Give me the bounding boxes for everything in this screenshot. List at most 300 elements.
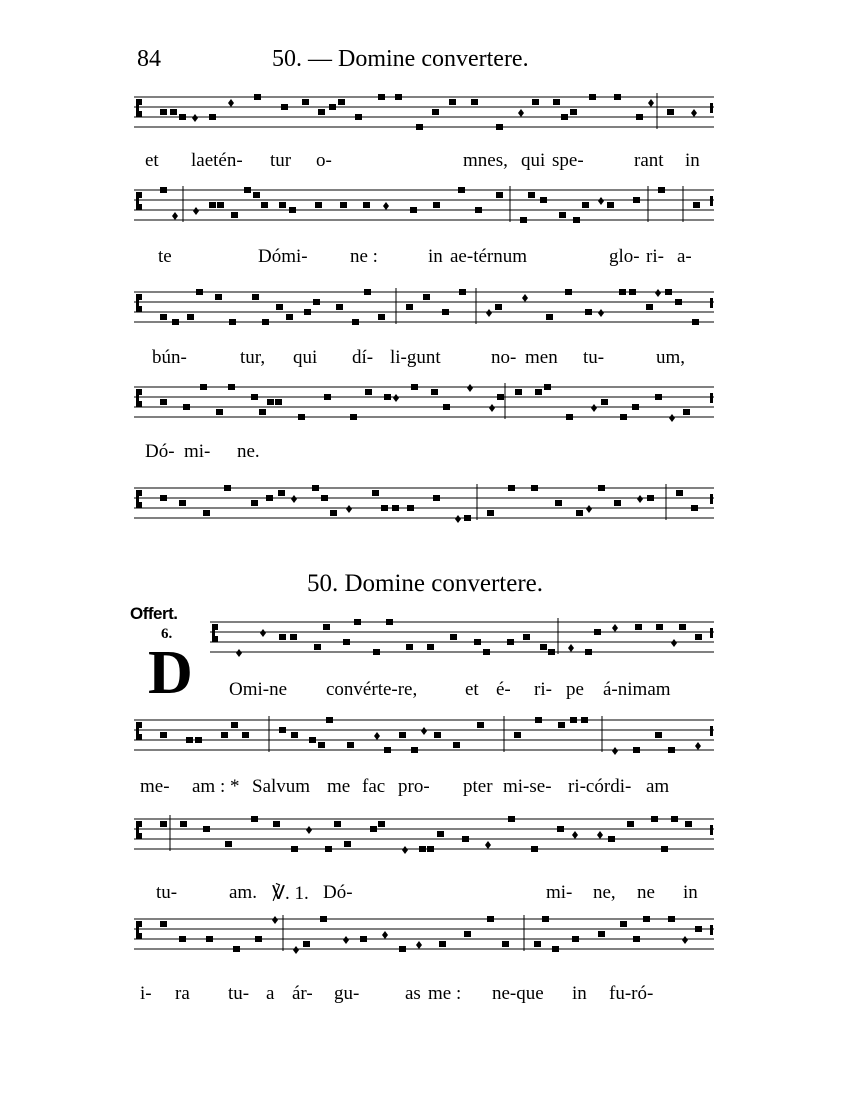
lyric: Omi-ne (229, 679, 288, 700)
square-neume-icon (497, 394, 504, 400)
lyric: tu- (228, 983, 250, 1004)
square-neume-icon (384, 747, 391, 753)
lyric: ri- (534, 679, 552, 700)
rhombus-neume-icon (486, 309, 492, 317)
square-neume-icon (179, 936, 186, 942)
square-neume-icon (608, 836, 615, 842)
staff-8 (134, 817, 714, 847)
square-neume-icon (651, 816, 658, 822)
staff-lines (210, 620, 714, 660)
lyric: te (158, 246, 172, 267)
lyric: gu- (334, 983, 360, 1004)
square-neume-icon (229, 319, 236, 325)
rhombus-neume-icon (402, 846, 408, 854)
square-neume-icon (170, 109, 177, 115)
square-neume-icon (667, 109, 674, 115)
square-neume-icon (507, 639, 514, 645)
square-neume-icon (496, 124, 503, 130)
square-neume-icon (643, 916, 650, 922)
square-neume-icon (656, 624, 663, 630)
square-neume-icon (607, 202, 614, 208)
square-neume-icon (217, 202, 224, 208)
staff-1 (134, 95, 714, 125)
square-neume-icon (160, 495, 167, 501)
square-neume-icon (647, 495, 654, 501)
page-number: 84 (137, 46, 161, 72)
rhombus-neume-icon (193, 207, 199, 215)
square-neume-icon (291, 732, 298, 738)
square-neume-icon (231, 722, 238, 728)
lyric: no- (491, 347, 517, 368)
rhombus-neume-icon (343, 936, 349, 944)
staff-7 (134, 718, 714, 748)
square-neume-icon (676, 490, 683, 496)
square-neume-icon (233, 946, 240, 952)
clef-icon (136, 921, 142, 939)
square-neume-icon (633, 747, 640, 753)
square-neume-icon (291, 846, 298, 852)
lyric: qui (521, 150, 546, 171)
square-neume-icon (279, 634, 286, 640)
square-neume-icon (244, 187, 251, 193)
lyric: ra (175, 983, 190, 1004)
square-neume-icon (427, 846, 434, 852)
square-neume-icon (275, 399, 282, 405)
square-neume-icon (520, 217, 527, 223)
square-neume-icon (304, 309, 311, 315)
square-neume-icon (594, 629, 601, 635)
square-neume-icon (675, 299, 682, 305)
lyric: fu-ró- (609, 983, 654, 1004)
rhombus-neume-icon (597, 831, 603, 839)
square-neume-icon (514, 732, 521, 738)
clef-icon (136, 821, 142, 839)
lyric: ne. (237, 441, 260, 462)
square-neume-icon (433, 495, 440, 501)
lyric: pro- (398, 776, 430, 797)
square-neume-icon (464, 515, 471, 521)
square-neume-icon (439, 941, 446, 947)
square-neume-icon (254, 94, 261, 100)
square-neume-icon (483, 649, 490, 655)
rhombus-neume-icon (260, 629, 266, 637)
custos-icon (710, 825, 713, 835)
lyric: et (465, 679, 479, 700)
square-neume-icon (355, 114, 362, 120)
square-neume-icon (450, 634, 457, 640)
square-neume-icon (619, 289, 626, 295)
square-neume-icon (614, 94, 621, 100)
square-neume-icon (279, 727, 286, 733)
square-neume-icon (576, 510, 583, 516)
square-neume-icon (406, 304, 413, 310)
rhombus-neume-icon (691, 109, 697, 117)
square-neume-icon (598, 485, 605, 491)
rhombus-neume-icon (598, 197, 604, 205)
square-neume-icon (487, 916, 494, 922)
square-neume-icon (330, 510, 337, 516)
square-neume-icon (459, 289, 466, 295)
square-neume-icon (437, 831, 444, 837)
rhombus-neume-icon (572, 831, 578, 839)
lyric: men (525, 347, 558, 368)
staff-lines (134, 917, 714, 957)
rhombus-neume-icon (489, 404, 495, 412)
square-neume-icon (302, 99, 309, 105)
square-neume-icon (633, 197, 640, 203)
square-neume-icon (671, 816, 678, 822)
clef-icon (136, 389, 142, 407)
rhombus-neume-icon (236, 649, 242, 657)
square-neume-icon (343, 639, 350, 645)
square-neume-icon (458, 187, 465, 193)
clef-icon (136, 192, 142, 210)
square-neume-icon (344, 841, 351, 847)
square-neume-icon (309, 737, 316, 743)
square-neume-icon (160, 109, 167, 115)
square-neume-icon (160, 732, 167, 738)
square-neume-icon (225, 841, 232, 847)
square-neume-icon (523, 634, 530, 640)
lyric: Dó- (323, 882, 353, 903)
square-neume-icon (203, 510, 210, 516)
square-neume-icon (407, 505, 414, 511)
square-neume-icon (315, 202, 322, 208)
square-neume-icon (558, 722, 565, 728)
square-neume-icon (540, 197, 547, 203)
square-neume-icon (434, 732, 441, 738)
square-neume-icon (487, 510, 494, 516)
square-neume-icon (620, 921, 627, 927)
square-neume-icon (179, 500, 186, 506)
square-neume-icon (303, 941, 310, 947)
lyric: tur, (240, 347, 266, 368)
square-neume-icon (289, 207, 296, 213)
square-neume-icon (427, 644, 434, 650)
rhombus-neume-icon (695, 742, 701, 750)
square-neume-icon (160, 314, 167, 320)
square-neume-icon (668, 747, 675, 753)
lyric: in (428, 246, 443, 267)
running-title: 50. — Domine convertere. (272, 46, 529, 72)
square-neume-icon (627, 821, 634, 827)
square-neume-icon (365, 389, 372, 395)
square-neume-icon (267, 399, 274, 405)
square-neume-icon (683, 409, 690, 415)
square-neume-icon (692, 319, 699, 325)
lyric: ri-córdi- (568, 776, 632, 797)
rhombus-neume-icon (172, 212, 178, 220)
square-neume-icon (515, 389, 522, 395)
rhombus-neume-icon (682, 936, 688, 944)
rhombus-neume-icon (485, 841, 491, 849)
lyric: me (327, 776, 351, 797)
rhombus-neume-icon (591, 404, 597, 412)
square-neume-icon (251, 816, 258, 822)
rhombus-neume-icon (612, 747, 618, 755)
rhombus-neume-icon (421, 727, 427, 735)
square-neume-icon (553, 99, 560, 105)
lyric: glo- (609, 246, 640, 267)
square-neume-icon (585, 309, 592, 315)
staff-9 (134, 917, 714, 947)
square-neume-icon (449, 99, 456, 105)
square-neume-icon (531, 485, 538, 491)
lyric: bún- (152, 347, 187, 368)
square-neume-icon (378, 314, 385, 320)
square-neume-icon (251, 394, 258, 400)
square-neume-icon (160, 399, 167, 405)
square-neume-icon (183, 404, 190, 410)
lyric: tu- (583, 347, 605, 368)
lyric: rant (634, 150, 664, 171)
square-neume-icon (323, 624, 330, 630)
staff-6 (210, 620, 714, 650)
square-neume-icon (364, 289, 371, 295)
rhombus-neume-icon (648, 99, 654, 107)
square-neume-icon (416, 124, 423, 130)
clef-icon (212, 624, 218, 642)
square-neume-icon (620, 414, 627, 420)
square-neume-icon (378, 821, 385, 827)
lyric: et (145, 150, 159, 171)
square-neume-icon (298, 414, 305, 420)
square-neume-icon (326, 717, 333, 723)
lyric: fac (362, 776, 386, 797)
rhombus-neume-icon (228, 99, 234, 107)
rhombus-neume-icon (393, 394, 399, 402)
square-neume-icon (557, 826, 564, 832)
square-neume-icon (334, 821, 341, 827)
square-neume-icon (336, 304, 343, 310)
square-neume-icon (496, 192, 503, 198)
square-neume-icon (399, 946, 406, 952)
rhombus-neume-icon (382, 931, 388, 939)
square-neume-icon (540, 644, 547, 650)
square-neume-icon (261, 202, 268, 208)
square-neume-icon (216, 409, 223, 415)
staff-lines (134, 95, 714, 135)
square-neume-icon (406, 644, 413, 650)
square-neume-icon (535, 717, 542, 723)
square-neume-icon (200, 384, 207, 390)
square-neume-icon (279, 202, 286, 208)
square-neume-icon (658, 187, 665, 193)
square-neume-icon (629, 289, 636, 295)
square-neume-icon (559, 212, 566, 218)
lyric: Dó- (145, 441, 175, 462)
square-neume-icon (324, 394, 331, 400)
square-neume-icon (206, 936, 213, 942)
square-neume-icon (585, 649, 592, 655)
rhombus-neume-icon (383, 202, 389, 210)
lyric: me : (428, 983, 462, 1004)
square-neume-icon (431, 389, 438, 395)
square-neume-icon (433, 202, 440, 208)
square-neume-icon (262, 319, 269, 325)
lyric: convérte-re, (326, 679, 418, 700)
square-neume-icon (160, 821, 167, 827)
square-neume-icon (614, 500, 621, 506)
square-neume-icon (186, 737, 193, 743)
rhombus-neume-icon (416, 941, 422, 949)
square-neume-icon (370, 826, 377, 832)
square-neume-icon (224, 485, 231, 491)
rhombus-neume-icon (655, 289, 661, 297)
square-neume-icon (231, 212, 238, 218)
lyric: mi- (546, 882, 573, 903)
square-neume-icon (187, 314, 194, 320)
square-neume-icon (411, 747, 418, 753)
square-neume-icon (475, 207, 482, 213)
staff-5 (134, 486, 714, 516)
square-neume-icon (462, 836, 469, 842)
square-neume-icon (318, 742, 325, 748)
square-neume-icon (661, 846, 668, 852)
lyric: in (685, 150, 700, 171)
square-neume-icon (570, 109, 577, 115)
rhombus-neume-icon (467, 384, 473, 392)
square-neume-icon (252, 294, 259, 300)
lyric: in (683, 882, 698, 903)
staff-lines (134, 718, 714, 758)
square-neume-icon (373, 649, 380, 655)
square-neume-icon (242, 732, 249, 738)
square-neume-icon (582, 202, 589, 208)
square-neume-icon (542, 916, 549, 922)
staff-lines (134, 385, 714, 425)
square-neume-icon (325, 846, 332, 852)
staff-lines (134, 817, 714, 857)
square-neume-icon (502, 941, 509, 947)
square-neume-icon (693, 202, 700, 208)
square-neume-icon (453, 742, 460, 748)
staff-4 (134, 385, 714, 415)
square-neume-icon (372, 490, 379, 496)
square-neume-icon (381, 505, 388, 511)
staff-lines (134, 188, 714, 228)
clef-icon (136, 294, 142, 312)
square-neume-icon (411, 384, 418, 390)
initial-letter: D (148, 639, 193, 707)
lyric: é- (496, 679, 511, 700)
square-neume-icon (378, 94, 385, 100)
square-neume-icon (363, 202, 370, 208)
square-neume-icon (215, 294, 222, 300)
custos-icon (710, 628, 713, 638)
rhombus-neume-icon (455, 515, 461, 523)
square-neume-icon (601, 399, 608, 405)
square-neume-icon (399, 732, 406, 738)
square-neume-icon (278, 490, 285, 496)
square-neume-icon (314, 644, 321, 650)
square-neume-icon (471, 99, 478, 105)
lyric: á-nimam (603, 679, 671, 700)
square-neume-icon (321, 495, 328, 501)
square-neume-icon (535, 389, 542, 395)
mode-number: 6. (161, 626, 173, 642)
rhombus-neume-icon (669, 414, 675, 422)
square-neume-icon (668, 916, 675, 922)
square-neume-icon (566, 414, 573, 420)
lyric: dí- (352, 347, 374, 368)
square-neume-icon (598, 931, 605, 937)
square-neume-icon (632, 404, 639, 410)
square-neume-icon (313, 299, 320, 305)
lyric: li-gunt (390, 347, 441, 368)
rhombus-neume-icon (612, 624, 618, 632)
lyric: am : * (192, 776, 240, 797)
genre-label: Offert. (130, 604, 178, 623)
square-neume-icon (203, 826, 210, 832)
lyric: a (266, 983, 275, 1004)
square-neume-icon (561, 114, 568, 120)
square-neume-icon (160, 187, 167, 193)
square-neume-icon (352, 319, 359, 325)
custos-icon (710, 103, 713, 113)
rhombus-neume-icon (586, 505, 592, 513)
square-neume-icon (552, 946, 559, 952)
section-title: 50. Domine convertere. (306, 570, 544, 597)
square-neume-icon (395, 94, 402, 100)
square-neume-icon (338, 99, 345, 105)
square-neume-icon (273, 821, 280, 827)
lyric: um, (656, 347, 686, 368)
square-neume-icon (548, 649, 555, 655)
square-neume-icon (655, 732, 662, 738)
square-neume-icon (290, 634, 297, 640)
lyric: ℣. 1. (272, 883, 309, 904)
rhombus-neume-icon (374, 732, 380, 740)
lyric: a- (677, 246, 692, 267)
custos-icon (710, 925, 713, 935)
lyric: Salvum (252, 776, 311, 797)
square-neume-icon (276, 304, 283, 310)
staff-2 (134, 188, 714, 218)
rhombus-neume-icon (192, 114, 198, 122)
lyric: mi- (184, 441, 211, 462)
square-neume-icon (442, 309, 449, 315)
square-neume-icon (329, 104, 336, 110)
square-neume-icon (384, 394, 391, 400)
square-neume-icon (655, 394, 662, 400)
square-neume-icon (633, 936, 640, 942)
lyric: qui (293, 347, 318, 368)
square-neume-icon (386, 619, 393, 625)
rhombus-neume-icon (568, 644, 574, 652)
staff-lines (134, 290, 714, 330)
square-neume-icon (419, 846, 426, 852)
rhombus-neume-icon (306, 826, 312, 834)
lyric: mi-se- (503, 776, 552, 797)
square-neume-icon (531, 846, 538, 852)
square-neume-icon (350, 414, 357, 420)
lyric: ne-que (492, 983, 544, 1004)
rhombus-neume-icon (518, 109, 524, 117)
clef-icon (136, 99, 142, 117)
square-neume-icon (546, 314, 553, 320)
custos-icon (710, 494, 713, 504)
rhombus-neume-icon (291, 495, 297, 503)
lyric: Dómi- (258, 246, 308, 267)
lyric: o- (316, 150, 332, 171)
square-neume-icon (555, 500, 562, 506)
clef-icon (136, 490, 142, 508)
square-neume-icon (259, 409, 266, 415)
square-neume-icon (581, 717, 588, 723)
rhombus-neume-icon (598, 309, 604, 317)
staff-lines (134, 486, 714, 526)
